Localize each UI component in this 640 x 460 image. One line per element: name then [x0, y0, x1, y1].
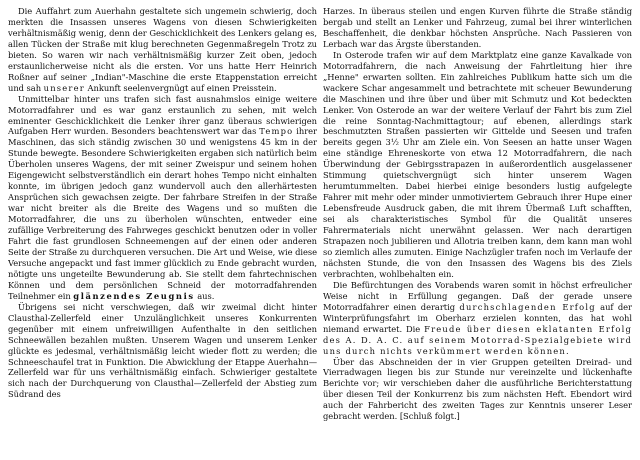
text-run: auf der Winterprüfungsfahrt im Oberharz erzielen konnten, das hat wohl niemand erwartet. Die [323, 301, 632, 334]
left-paragraph-2 [8, 94, 317, 302]
emphasis-text: Tempo [259, 126, 294, 137]
text-run: Ankunft seelenvergnügt auf einen Preisstein. [84, 82, 277, 93]
text-run: aus. [194, 290, 215, 301]
text-run: ihrer Maschinen, das sich ständig zwischen 30 und wenigstens 45 km in der Stunde bewegte. Besondere Schwierigkeiten ergaben sich natürlich beim Überholen unseres Wagens, der mit seiner Zweispur und seinem hohen Eigengewicht selbstverständlich ein derart hohes Tempo nicht einhalten konnte, im übrigen jedoch ganz wundervoll auch den allerhärtesten Ansprüchen sich gewachsen zeigte. Der fahrbare Streifen in der Straße war nicht breiter als die Breite des Wagens und so mußten die Motorradfahrer, die uns zu überholen wünschten, entweder eine zufällige Verbreiterung des Fahrweges geschickt benutzen oder in voller Fahrt die fast grundlosen Schneemengen auf der einen oder anderen Seite der Straße zu durchqueren versuchen. Die Art und Weise, wie diese Versuche angepackt und fast immer glücklich zu Ende gebracht wurden, nötigte uns ungeteilte Bewunderung ab. Sie stellt dem fahrtechnischen Können und dem persönlichen Schneid der motorradfahrenden Teilnehmer ein [8, 126, 317, 301]
right-paragraph-1 [323, 6, 632, 50]
text-run: Die Befürchtungen des Vorabends waren somit in höchst erfreulicher Weise nicht in Erfüllung gegangen. Daß der gerade unsere Motorradfahrer einen derartig [323, 279, 632, 312]
left-column [8, 6, 317, 456]
emphasis-text: Freude über diesen eklatanten Erfolg des A. D. A. C. auf seinem Motorrad-Spezialgebiete wird uns durch nichts verkümmert werden können. [323, 323, 632, 356]
right-column [323, 6, 632, 456]
emphasis-text: unserer [43, 82, 85, 93]
continuation-note: [Schluß folgt.] [399, 411, 460, 422]
emphasis-text: glänzendes Zeugnis [73, 290, 195, 301]
text-run: Unmittelbar hinter uns trafen sich fast ausnahmslos einige weitere Motorradfahrer und es war ganz erstaunlich zu sehen, mit welch eminenter Geschicklichkeit die Lenker ihrer ganz überaus schwierigen Aufgaben Herr wurden. Besonders beachtenswert war das [8, 93, 317, 137]
right-paragraph-3 [323, 280, 632, 357]
text-run: Die Auffahrt zum Auerhahn gestaltete sich ungemein schwierig, doch merkten die Insassen unseres Wagens von diesen Schwierigkeiten verhältnismäßig wenig, denn der Geschicklichkeit des Lenkers gelang es, allen Tücken der Straße mit klug berechneten Gegenmaßregeln Trotz zu bieten. So waren wir nach verhältnismäßig kurzer Zeit oben, jedoch erstaunlicherweise nicht als die ersten. Vor uns hatte Herr Heinrich Roßner auf seiner „Indian"-Maschine die erste Etappenstation erreicht und sah [8, 6, 317, 93]
text-run: Übrigens sei nicht verschwiegen, daß wir zweimal dicht hinter Clausthal-Zellerfeld einer Unzulänglichkeit unseres Konkurrenten gegenüber mit einem unfreiwilligen Aufenthalte in den seitlichen Schneewällen bezahlen mußten. Unserem Wagen und unserem Lenker glückte es jedesmal, verhältnismäßig leicht wieder flott zu werden; die Schneeschaufel trat in Funktion. Die Abwicklung der Etappe Auerhahn—Zellerfeld war für uns verhältnismäßig einfach. Schwieriger gestaltete sich nach der Durchquerung von Clausthal—Zellerfeld der Abstieg zum Südrand des [8, 301, 317, 400]
text-run: In Osterode trafen wir auf dem Marktplatz eine ganze Kavalkade von Motorradfahrern, die nach Anweisung der Fahrtleitung hier ihre „Henne" erwarten sollten. Ein zahlreiches Publikum hatte sich um die wackere Schar angesammelt und betrachtete mit scheuer Bewunderung die Maschinen und ihre über und über mit Schmutz und Kot bedeckten Lenker. Von Osterode an war der weitere Verlauf der Fahrt bis zum Ziel die reine Sonntag-Nachmittagtour; auf ebenen, allerdings stark beschmutzten Straßen passierten wir Gittelde und Seesen und trafen bereits gegen 3½ Uhr am Ziele ein. Von Seesen an hatte unser Wagen eine ständige Ehreneskorte von etwa 12 Motorradfahrern, die nach Überwindung der Gebirgsstrapazen in außerordentlich ausgelassener Stimmung quietschvergnügt sich hinter unserem Wagen herumtummelten. Dabei hierbei einige besonders lustig aufgelegte Fahrer mit mehr oder minder unmotiviertem Gebrauch ihrer Hupe einer Lebensfreude Ausdruck gaben, die mit ihrem Übermaß Luft schafften, sei als charakteristisches Symbol für die Qualität unseres Fahrermaterials nicht unerwähnt gelassen. Wer nach derartigen Strapazen noch jubilieren und Allotria treiben kann, dem kann man wohl so ziemlich alles zumuten. Einige Nachzügler trafen noch im Verlaufe der nächsten Stunde, die von den Insassen des Wagens bis des Ziels verbrachten, wohlbehalten ein. [323, 49, 632, 279]
text-run: Über das Abschneiden der in vier Gruppen geteilten Dreirad- und Vierradwagen liegen bis zur Stunde nur vereinzelte und lückenhafte Berichte vor; wir verschieben daher die ausführliche Berichterstattung über diesen Teil der Konkurrenz bis zum nächsten Heft. Ebendort wird auch der Fahrbericht des zweiten Tages zur Kenntnis unserer Leser gebracht werden. [323, 356, 632, 422]
right-paragraph-2 [323, 50, 632, 280]
right-paragraph-4 [323, 357, 632, 423]
left-paragraph-3 [8, 302, 317, 401]
emphasis-text: durchschlagenden Erfolg [459, 301, 596, 312]
left-paragraph-1 [8, 6, 317, 94]
text-run: Harzes. In überaus steilen und engen Kurven führte die Straße ständig bergab und stellt an Lenker und Fahrzeug, zumal bei ihrer winterlichen Beschaffenheit, die denkbar höchsten Ansprüche. Nach Passieren von Lerbach war das Ärgste überstanden. [323, 6, 632, 49]
